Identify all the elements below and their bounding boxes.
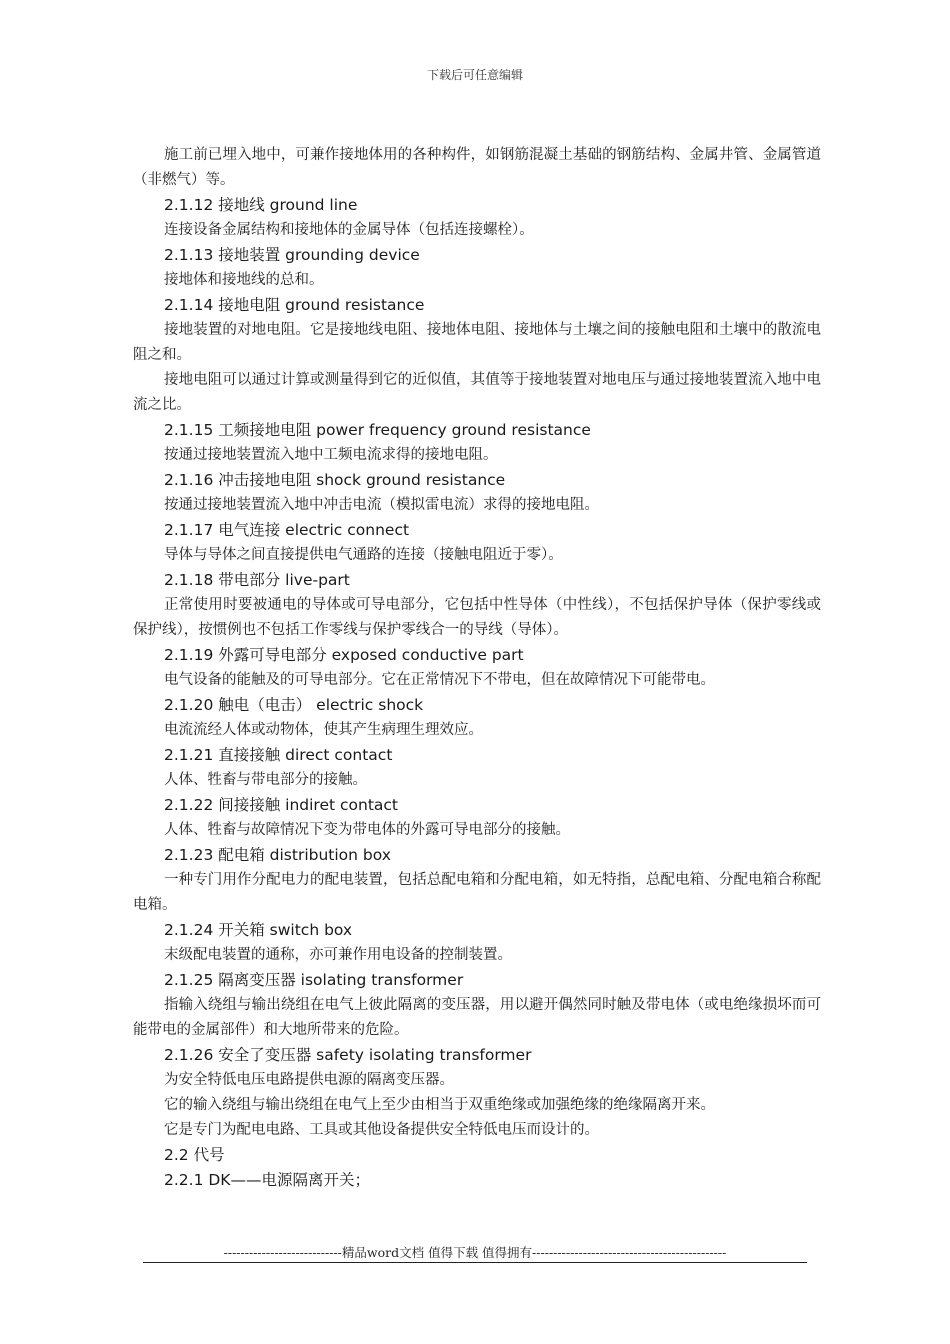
body-line: 电气设备的能触及的可导电部分。它在正常情况下不带电，但在故障情况下可能带电。 (164, 672, 715, 688)
section-heading: 2.1.17 电气连接 electric connect (164, 521, 410, 539)
paragraph: 一种专门用作分配电力的配电装置，包括总配电箱和分配电箱，如无特指，总配电箱、分配电箱合称配电箱。 (133, 872, 821, 913)
body-line: 电流流经人体或动物体，使其产生病理生理效应。 (164, 722, 483, 738)
body-line: 它的输入绕组与输出绕组在电气上至少由相当于双重绝缘或加强绝缘的绝缘隔离开来。 (164, 1097, 715, 1113)
paragraph: 接地电阻可以通过计算或测量得到它的近似值，其值等于接地装置对地电压与通过接地装置流入地中电流之比。 (133, 372, 821, 413)
body-line: 导体与导体之间直接提供电气通路的连接（接触电阻近于零）。 (164, 547, 563, 563)
section-heading: 2.1.19 外露可导电部分 exposed conductive part (164, 646, 524, 664)
section-heading: 2.1.24 开关箱 switch box (164, 921, 353, 939)
body-line: 末级配电装置的通称，亦可兼作用电设备的控制装置。 (164, 947, 512, 963)
paragraph: 正常使用时要被通电的导体或可导电部分，它包括中性导体（中性线），不包括保护导体（保护零线或保护线），按惯例也不包括工作零线与保护零线合一的导线（导体）。 (133, 597, 821, 638)
page-footer: ----------------------------精品word文档 值得下载 值得拥有---------------------------------------------- (223, 1245, 727, 1260)
body-line: 按通过接地装置流入地中工频电流求得的接地电阻。 (164, 447, 498, 463)
body-line: 按通过接地装置流入地中冲击电流（模拟雷电流）求得的接地电阻。 (164, 497, 599, 513)
body-line: 人体、牲畜与故障情况下变为带电体的外露可导电部分的接触。 (164, 822, 570, 838)
section-heading: 2.1.22 间接接触 indiret contact (164, 796, 399, 814)
section-heading: 2.1.25 隔离变压器 isolating transformer (164, 971, 464, 989)
section-heading: 2.1.14 接地电阻 ground resistance (164, 296, 425, 314)
section-heading: 2.1.15 工频接地电阻 power frequency ground resistance (164, 421, 591, 439)
body-line: 接地体和接地线的总和。 (164, 272, 324, 288)
body-line: 人体、牲畜与带电部分的接触。 (164, 772, 367, 788)
section-heading: 2.1.13 接地装置 grounding device (164, 246, 420, 264)
section-heading: 2.1.21 直接接触 direct contact (164, 746, 393, 764)
paragraph: 施工前已埋入地中，可兼作接地体用的各种构件，如钢筋混凝土基础的钢筋结构、金属井管、金属管道（非燃气）等。 (133, 147, 821, 188)
section-heading: 2.2 代号 (164, 1146, 225, 1164)
section-heading: 2.1.18 带电部分 live-part (164, 571, 350, 589)
paragraph: 接地装置的对地电阻。它是接地线电阻、接地体电阻、接地体与土壤之间的接触电阻和土壤中的散流电阻之和。 (133, 322, 821, 363)
paragraph: 指输入绕组与输出绕组在电气上彼此隔离的变压器，用以避开偶然同时触及带电体（或电绝缘损坏而可能带电的金属部件）和大地所带来的危险。 (133, 997, 821, 1038)
page-header: 下载后可任意编辑 (426, 68, 523, 82)
section-heading: 2.1.16 冲击接地电阻 shock ground resistance (164, 471, 506, 489)
section-heading: 2.1.26 安全了变压器 safety isolating transformer (164, 1046, 532, 1064)
section-heading: 2.1.23 配电箱 distribution box (164, 846, 391, 864)
footer-rule (143, 1262, 807, 1263)
section-heading: 2.1.12 接地线 ground line (164, 196, 358, 214)
document-body (133, 143, 821, 1193)
section-heading: 2.1.20 触电（电击） electric shock (164, 696, 424, 714)
body-line: 它是专门为配电电路、工具或其他设备提供安全特低电压而设计的。 (164, 1122, 599, 1138)
body-line: 连接设备金属结构和接地体的金属导体（包括连接螺栓）。 (164, 222, 534, 238)
section-heading: 2.2.1 DK——电源隔离开关； (164, 1171, 370, 1189)
body-line: 为安全特低电压电路提供电源的隔离变压器。 (164, 1072, 454, 1088)
